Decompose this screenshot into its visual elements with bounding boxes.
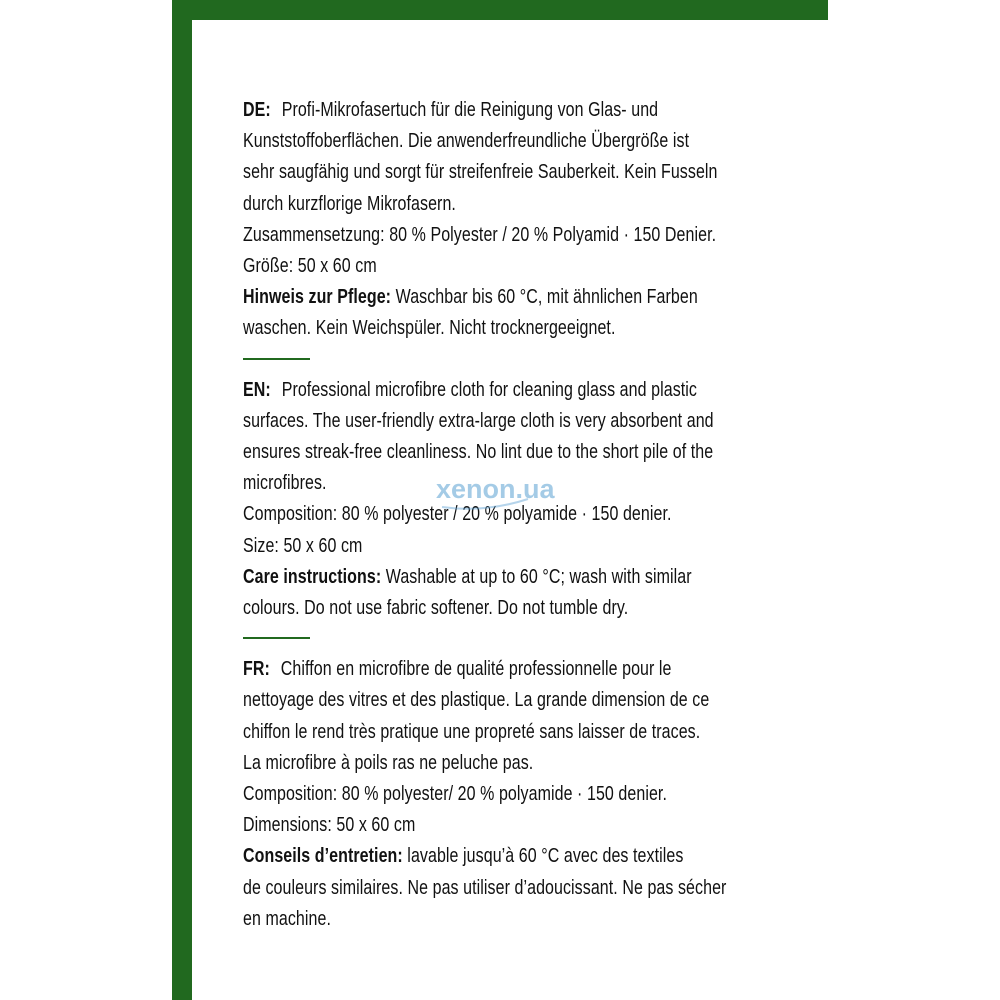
en-intro-line-3: ensures streak-free cleanliness. No lint due to the short pile of the <box>243 440 714 464</box>
en-lang-code: EN: <box>243 377 271 401</box>
de-care-line-2: waschen. Kein Weichspüler. Nicht trocknergeeignet. <box>243 316 616 340</box>
watermark-text: xenon.ua <box>436 474 555 504</box>
green-border-left <box>172 0 192 1000</box>
watermark-swoosh-icon <box>440 497 530 511</box>
fr-care-line-3: en machine. <box>243 906 331 930</box>
section-fr <box>243 653 836 934</box>
fr-intro-line-3: chiffon le rend très pratique une propreté sans laisser de traces. <box>243 719 701 743</box>
label-text <box>243 94 836 934</box>
fr-intro-line-4: La microfibre à poils ras ne peluche pas. <box>243 750 534 774</box>
fr-care-line-2: de couleurs similaires. Ne pas utiliser d’adoucissant. Ne pas sécher <box>243 875 727 899</box>
en-care-line-1: Care instructions: Washable at up to 60 °C; wash with similar <box>243 564 692 588</box>
de-intro-line-3: sehr saugfähig und sorgt für streifenfreie Sauberkeit. Kein Fusseln <box>243 160 718 184</box>
en-care-label: Care instructions: <box>243 564 382 588</box>
de-care-line-1: Hinweis zur Pflege: Waschbar bis 60 °C, mit ähnlichen Farben <box>243 285 698 309</box>
fr-intro-line-1: FR: Chiffon en microfibre de qualité professionnelle pour le <box>243 657 672 681</box>
en-care-line-2: colours. Do not use fabric softener. Do not tumble dry. <box>243 596 629 620</box>
en-size: Size: 50 x 60 cm <box>243 533 363 557</box>
de-care-label: Hinweis zur Pflege: <box>243 285 392 309</box>
fr-intro-line-2: nettoyage des vitres et des plastique. La grande dimension de ce <box>243 688 710 712</box>
de-intro-line-1: DE: Profi-Mikrofasertuch für die Reinigung von Glas- und <box>243 98 659 121</box>
de-size: Größe: 50 x 60 cm <box>243 254 377 278</box>
de-intro-line-4: durch kurzflorige Mikrofasern. <box>243 191 456 215</box>
section-divider <box>243 358 310 360</box>
de-lang-code: DE: <box>243 98 271 121</box>
fr-size: Dimensions: 50 x 60 cm <box>243 813 416 837</box>
de-composition: Zusammensetzung: 80 % Polyester / 20 % Polyamid · 150 Denier. <box>243 222 717 246</box>
en-intro-line-4: microfibres. <box>243 471 327 495</box>
fr-care-line-1: Conseils d’entretien: lavable jusqu’à 60 °C avec des textiles <box>243 844 684 868</box>
fr-lang-code: FR: <box>243 657 270 681</box>
en-composition: Composition: 80 % polyester / 20 % polyamide · 150 denier. <box>243 502 672 526</box>
de-intro-line-2: Kunststoffoberflächen. Die anwenderfreundliche Übergröße ist <box>243 129 690 153</box>
en-intro-line-1: EN: Professional microfibre cloth for cleaning glass and plastic <box>243 377 697 401</box>
fr-care-label: Conseils d’entretien: <box>243 844 403 868</box>
section-de <box>243 94 836 344</box>
fr-composition: Composition: 80 % polyester/ 20 % polyamide · 150 denier. <box>243 782 667 806</box>
green-border-top <box>172 0 828 20</box>
en-intro-line-2: surfaces. The user-friendly extra-large cloth is very absorbent and <box>243 408 714 432</box>
section-divider <box>243 637 310 639</box>
